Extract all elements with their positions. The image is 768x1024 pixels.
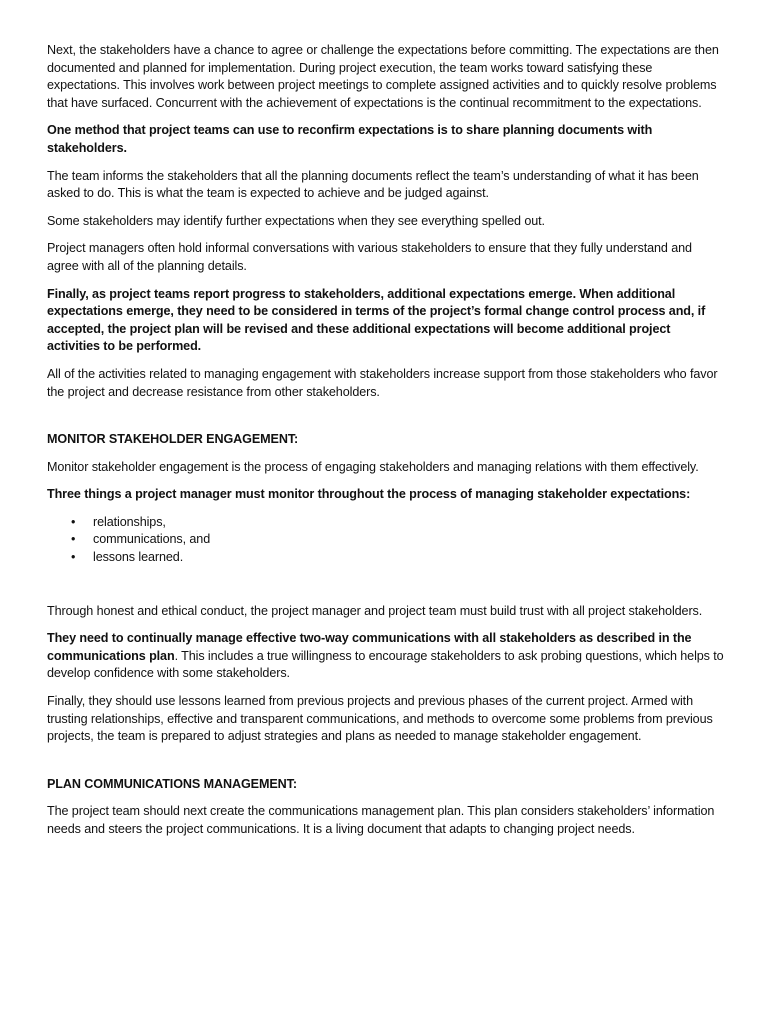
paragraph-additional-expectations: Finally, as project teams report progress to stakeholders, additional expectations emerge. When additional expectations emerge, they need to be considered in terms of the project’s formal change control process and, if accepted, the project plan will be revised and these additional expectations will become additional project activities to be performed. (47, 286, 706, 354)
monitor-bullet-list (47, 514, 725, 567)
paragraph-build-trust: Through honest and ethical conduct, the project manager and project team must build trust with all project stakeholders. (47, 603, 703, 618)
paragraph-communications-plan: The project team should next create the communications management plan. This plan considers stakeholders’ information needs and steers the project communications. It is a living document that adapts to changing project needs. (47, 804, 715, 836)
paragraph-engagement-activities: All of the activities related to managing engagement with stakeholders increase support from those stakeholders who favor the project and decrease resistance from other stakeholders. (47, 366, 718, 399)
bullet-glyph: • (71, 532, 76, 547)
paragraph-lessons-learned: Finally, they should use lessons learned from previous projects and previous phases of the current project. Armed with trusting relationships, effective and transparent communications, and methods to overcome some problems from previous projects, the team is prepared to adjust strategies and plans as needed to manage stakeholder engagement. (47, 694, 713, 744)
section-heading-plan: PLAN COMMUNICATIONS MANAGEMENT: (47, 776, 297, 791)
paragraph-planning-documents: The team informs the stakeholders that all the planning documents reflect the team’s understanding of what it has been asked to do. This is what the team is expected to achieve and be judged against. (47, 168, 699, 201)
paragraph-two-way-communications (47, 630, 725, 683)
bold-communications-statement: They need to continually manage effective two-way communications with all stakeholders as described in the communications plan (47, 631, 692, 663)
list-item-text: communications, and (93, 532, 211, 547)
paragraph-stakeholder-agreement: Next, the stakeholders have a chance to agree or challenge the expectations before committing. The expectations are then documented and planned for implementation. During project execution, the team works toward satisfying these expectations. This involves work between project meetings to complete assigned activities and to quickly resolve problems that have surfaced. Concurrent with the achievement of expectations is the continual recommitment to the expectations. (47, 43, 719, 110)
list-item (47, 531, 725, 549)
document-page (47, 42, 725, 849)
paragraph-informal-conversations: Project managers often hold informal conversations with various stakeholders to ensure that they fully understand and agree with all of the planning details. (47, 241, 692, 273)
bullet-glyph: • (71, 514, 76, 529)
paragraph-three-things: Three things a project manager must monitor throughout the process of managing stakeholder expectations: (47, 487, 691, 502)
paragraph-monitor-definition: Monitor stakeholder engagement is the process of engaging stakeholders and managing relations with them effectively. (47, 459, 699, 474)
bullet-glyph: • (71, 550, 76, 565)
paragraph-further-expectations: Some stakeholders may identify further expectations when they see everything spelled out. (47, 213, 545, 228)
list-item (47, 514, 725, 532)
paragraph-reconfirm-method: One method that project teams can use to reconfirm expectations is to share planning documents with stakeholders. (47, 123, 653, 155)
list-item (47, 549, 725, 567)
section-heading-monitor: MONITOR STAKEHOLDER ENGAGEMENT: (47, 432, 299, 447)
communications-statement-rest: . This includes a true willingness to encourage stakeholders to ask probing questions, which helps to develop confidence with some stakeholders. (47, 648, 724, 681)
list-item-text: lessons learned. (93, 550, 184, 565)
list-item-text: relationships, (93, 514, 166, 529)
